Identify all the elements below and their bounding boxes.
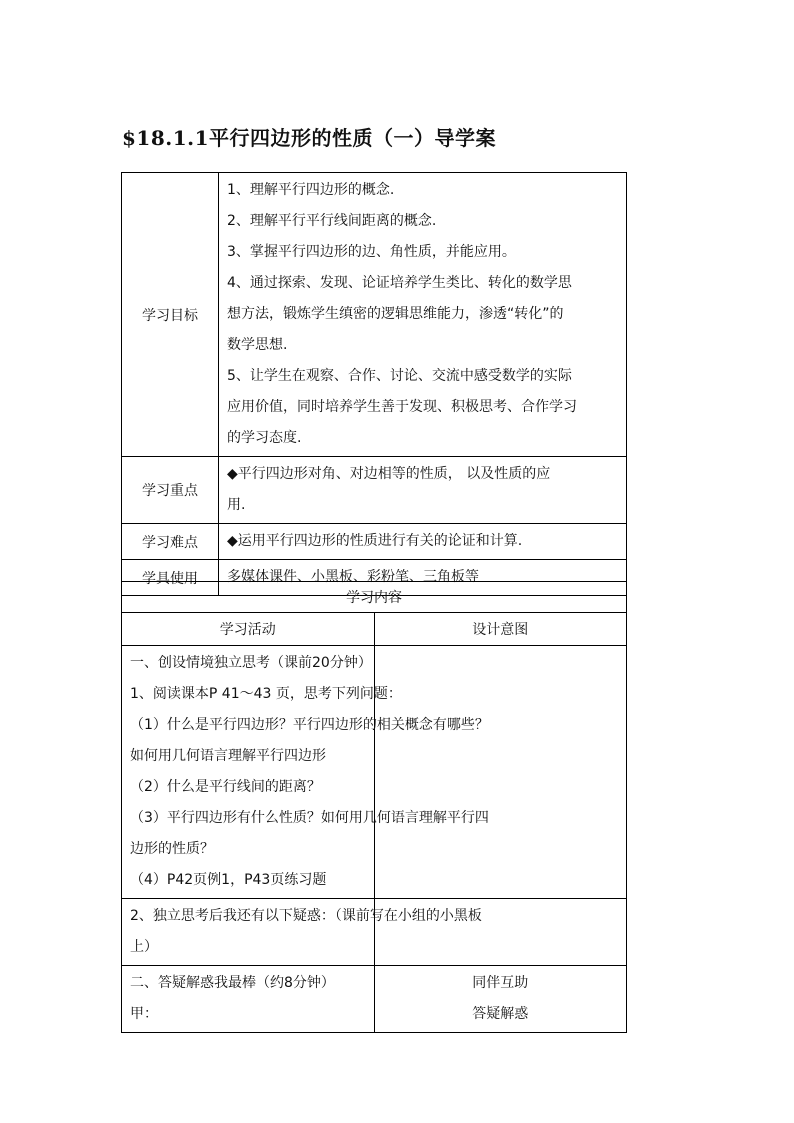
difficulty-line: ◆运用平行四边形的性质进行有关的论证和计算.: [227, 533, 523, 549]
section3-row: [122, 966, 627, 1033]
content-table: [121, 581, 627, 1033]
objectives-row: [122, 173, 627, 457]
key-point-line: ◆平行四边形对角、对边相等的性质， 以及性质的应: [227, 466, 551, 482]
section3-line: 甲：: [130, 1006, 158, 1022]
objective-line: 的学习态度.: [227, 430, 302, 446]
section2-line: 上）: [130, 939, 158, 955]
objective-line: 数学思想.: [227, 337, 288, 353]
content-header-row: [122, 582, 627, 613]
section1-design: [374, 646, 627, 899]
tools-text: 多媒体课件、小黑板、彩粉笔、三角板等: [227, 569, 479, 585]
objectives-table: [121, 172, 627, 596]
objective-line: 1、理解平行四边形的概念.: [227, 182, 395, 198]
content-header: 学习内容: [122, 582, 627, 613]
section1-line: 一、创设情境独立思考（课前20分钟）: [130, 655, 372, 671]
key-points-label: 学习重点: [122, 457, 219, 524]
difficulties-label: 学习难点: [122, 524, 219, 560]
tools-label: 学具使用: [122, 560, 219, 596]
activity-header: 学习活动: [122, 613, 375, 646]
section1-line: 1、阅读课本P 41～43 页，思考下列问题：: [130, 686, 402, 702]
key-points-row: [122, 457, 627, 524]
section3-line: 二、答疑解惑我最棒（约8分钟）: [130, 975, 335, 991]
objective-line: 3、掌握平行四边形的边、角性质，并能应用。: [227, 244, 516, 260]
objective-line: 想方法，锻炼学生缜密的逻辑思维能力，渗透“转化”的: [227, 306, 564, 322]
section2-content: [122, 899, 482, 966]
page-title: $18.1.1平行四边形的性质（一）导学案: [122, 126, 497, 150]
section1-line: 边形的性质？: [130, 841, 214, 857]
objectives-label: 学习目标: [122, 173, 219, 457]
key-points-content: [219, 457, 627, 524]
design-line: 答疑解惑: [472, 1006, 529, 1022]
section3-content: [122, 966, 375, 1033]
section1-line: 如何用几何语言理解平行四边形: [130, 748, 326, 764]
section1-content: [122, 646, 489, 899]
difficulties-content: [219, 524, 627, 560]
section1-line: （3）平行四边形有什么性质？如何用几何语言理解平行四: [130, 810, 489, 826]
section1-line: （1）什么是平行四边形？平行四边形的相关概念有哪些？: [130, 717, 489, 733]
objective-line: 5、让学生在观察、合作、讨论、交流中感受数学的实际: [227, 368, 572, 384]
objectives-content: [219, 173, 627, 457]
objective-line: 应用价值，同时培养学生善于发现、积极思考、合作学习: [227, 399, 577, 415]
section1-line: （4）P42页例1，P43页练习题: [130, 872, 327, 888]
section2-line: 2、独立思考后我还有以下疑惑：（课前写在小组的小黑板: [130, 908, 482, 924]
design-header: 设计意图: [374, 613, 627, 646]
objective-line: 2、理解平行平行线间距离的概念.: [227, 213, 437, 229]
section1-row: [122, 646, 627, 899]
column-header-row: [122, 613, 627, 646]
objective-line: 4、通过探索、发现、论证培养学生类比、转化的数学思: [227, 275, 572, 291]
key-point-line: 用.: [227, 497, 246, 513]
section2-row: [122, 899, 627, 966]
section1-line: （2）什么是平行线间的距离？: [130, 779, 321, 795]
section3-design: [374, 966, 627, 1033]
design-line: 同伴互助: [472, 975, 529, 991]
difficulties-row: [122, 524, 627, 560]
